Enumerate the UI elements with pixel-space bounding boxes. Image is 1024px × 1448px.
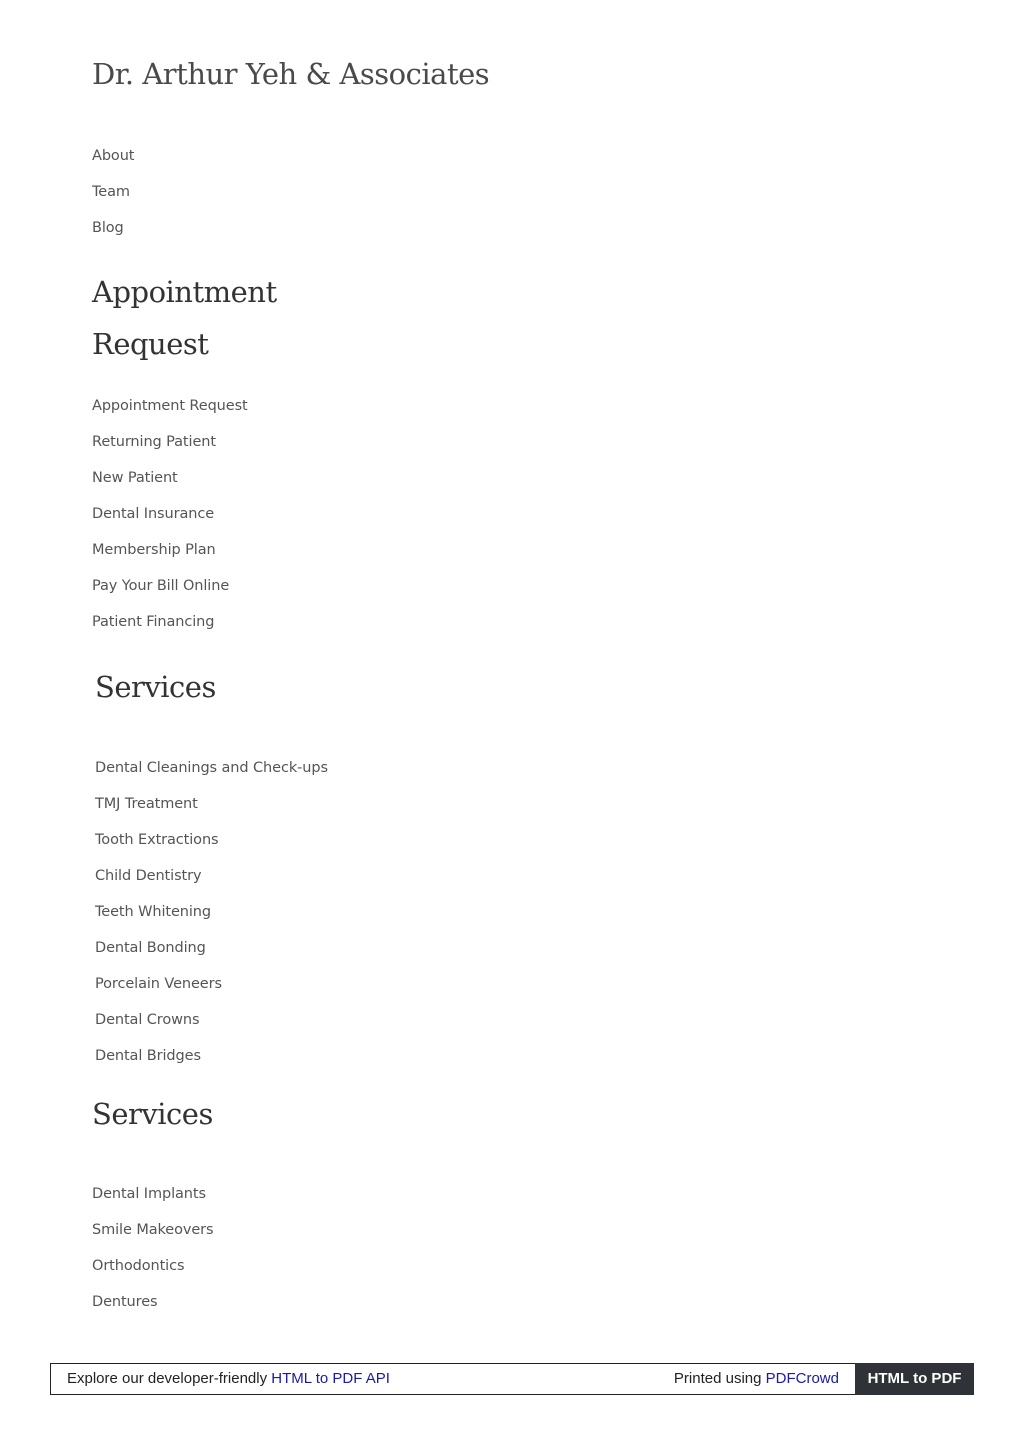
menu-link[interactable]: Porcelain Veneers (95, 976, 222, 992)
menu-link[interactable]: Dental Bridges (95, 1048, 201, 1064)
banner-left (67, 1364, 390, 1394)
top-nav (92, 146, 134, 254)
menu-item-orthodontics[interactable] (92, 1256, 214, 1292)
menu-item-dental-insurance[interactable] (92, 504, 248, 540)
menu-link[interactable]: Smile Makeovers (92, 1222, 214, 1238)
menu-item-returning-patient[interactable] (92, 432, 248, 468)
menu-item-dental-bonding[interactable] (95, 938, 328, 974)
menu-link[interactable]: Dental Cleanings and Check-ups (95, 760, 328, 776)
appointment-menu (92, 396, 248, 648)
menu-item-child-dentistry[interactable] (95, 866, 328, 902)
nav-item-team[interactable] (92, 182, 134, 218)
nav-link-team[interactable]: Team (92, 184, 130, 200)
menu-link[interactable]: Teeth Whitening (95, 904, 211, 920)
menu-item-dental-crowns[interactable] (95, 1010, 328, 1046)
menu-item-porcelain-veneers[interactable] (95, 974, 328, 1010)
menu-item-appointment-request[interactable] (92, 396, 248, 432)
menu-link[interactable]: Membership Plan (92, 542, 216, 558)
menu-item-patient-financing[interactable] (92, 612, 248, 648)
banner-right-text: Printed using (673, 1370, 762, 1387)
menu-link[interactable]: Dentures (92, 1294, 158, 1310)
menu-link[interactable]: Appointment Request (92, 398, 248, 414)
nav-link-blog[interactable]: Blog (92, 220, 124, 236)
menu-link[interactable]: Dental Bonding (95, 940, 206, 956)
menu-item-tooth-extractions[interactable] (95, 830, 328, 866)
menu-link[interactable]: Orthodontics (92, 1258, 185, 1274)
nav-item-blog[interactable] (92, 218, 134, 254)
services-menu (92, 1184, 214, 1328)
menu-item-new-patient[interactable] (92, 468, 248, 504)
menu-link[interactable]: Dental Insurance (92, 506, 215, 522)
menu-link[interactable]: Dental Implants (92, 1186, 206, 1202)
menu-link[interactable]: Pay Your Bill Online (92, 578, 230, 594)
nav-item-about[interactable] (92, 146, 134, 182)
services-heading: Services (95, 670, 216, 704)
banner-right (674, 1364, 839, 1394)
menu-item-dental-bridges[interactable] (95, 1046, 328, 1082)
pdfcrowd-banner (50, 1363, 974, 1395)
menu-link[interactable]: Child Dentistry (95, 868, 202, 884)
appointment-heading: Appointment Request (92, 275, 277, 361)
menu-link[interactable]: Returning Patient (92, 434, 216, 450)
site-title[interactable]: Dr. Arthur Yeh & Associates (92, 57, 490, 91)
banner-left-text: Explore our developer-friendly (67, 1370, 268, 1387)
nav-link-about[interactable]: About (92, 148, 135, 164)
menu-link[interactable]: TMJ Treatment (95, 796, 198, 812)
menu-link[interactable]: Tooth Extractions (95, 832, 219, 848)
services-heading: Services (92, 1097, 213, 1131)
menu-item-membership-plan[interactable] (92, 540, 248, 576)
menu-item-dentures[interactable] (92, 1292, 214, 1328)
menu-item-teeth-whitening[interactable] (95, 902, 328, 938)
menu-item-smile-makeovers[interactable] (92, 1220, 214, 1256)
menu-item-tmj-treatment[interactable] (95, 794, 328, 830)
menu-item-pay-bill[interactable] (92, 576, 248, 612)
html-to-pdf-api-link[interactable]: HTML to PDF API (271, 1370, 390, 1387)
menu-link[interactable]: Dental Crowns (95, 1012, 200, 1028)
html-to-pdf-button[interactable]: HTML to PDF (855, 1363, 974, 1395)
menu-link[interactable]: New Patient (92, 470, 178, 486)
menu-item-dental-implants[interactable] (92, 1184, 214, 1220)
menu-link[interactable]: Patient Financing (92, 614, 215, 630)
pdfcrowd-link[interactable]: PDFCrowd (765, 1370, 839, 1387)
services-menu (95, 758, 328, 1082)
menu-item-dental-cleanings[interactable] (95, 758, 328, 794)
